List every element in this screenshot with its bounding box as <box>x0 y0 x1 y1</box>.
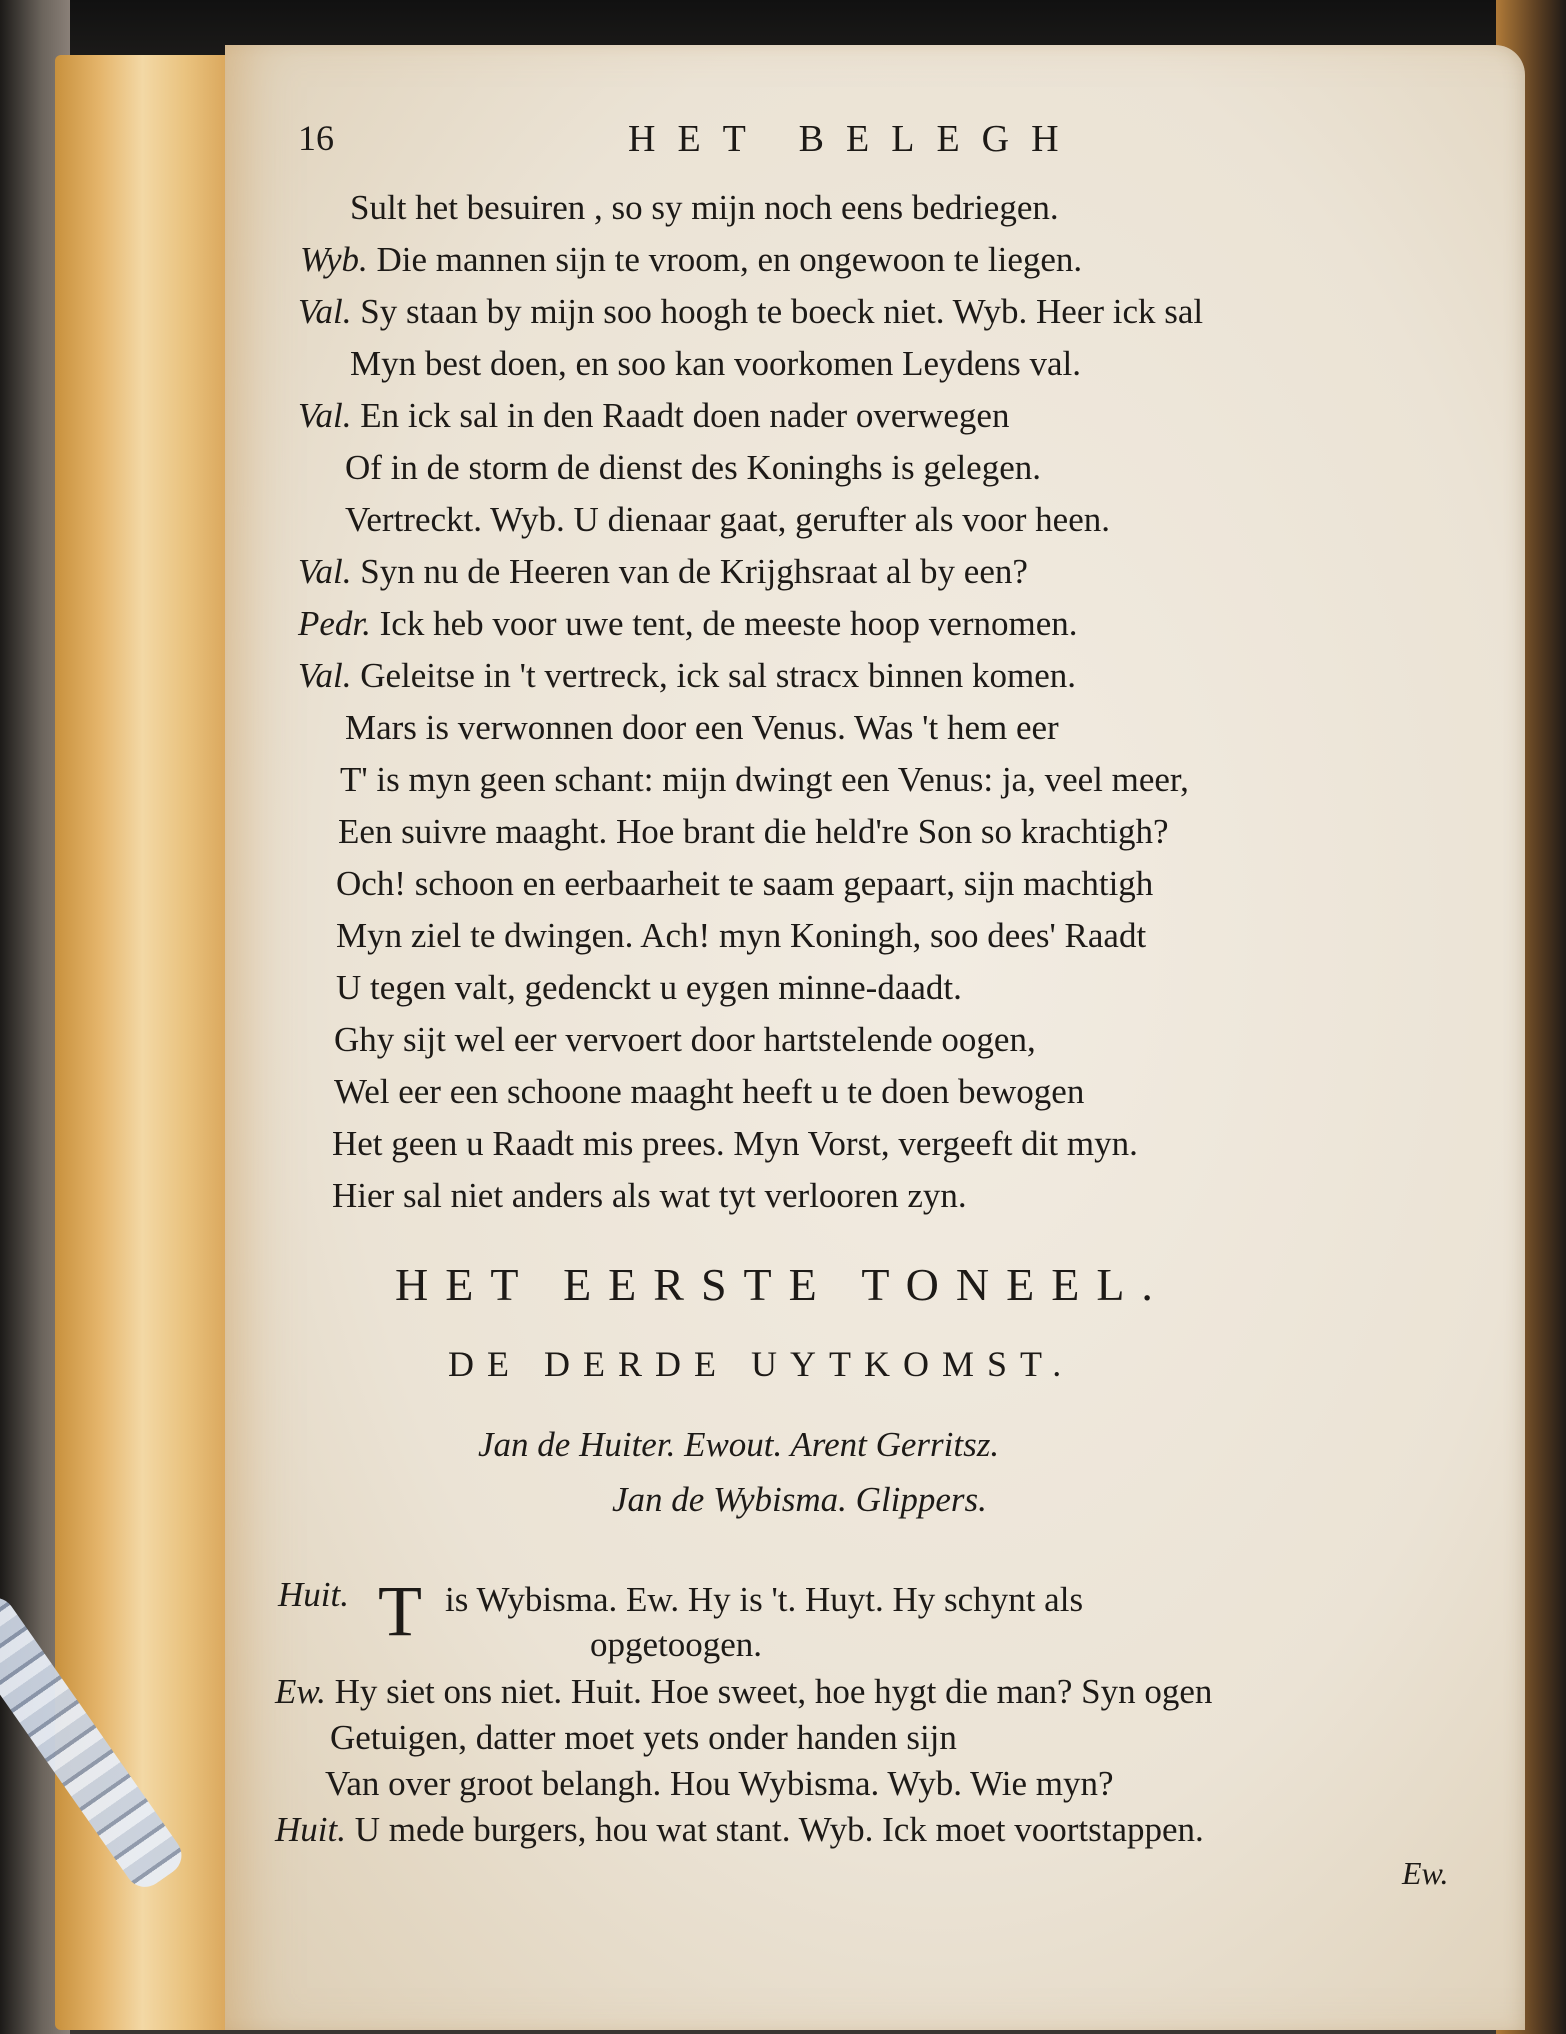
dialogue-line: Van over groot belangh. Hou Wybisma. Wyb. Wie myn? <box>325 1764 1114 1803</box>
verse-line: Een suivre maaght. Hoe brant die held're Son so krachtigh? <box>338 812 1169 851</box>
catchword: Ew. <box>1402 1855 1449 1891</box>
cast-list-line: Jan de Huiter. Ewout. Arent Gerritsz. <box>478 1425 1000 1464</box>
verse-line: Sult het besuiren , so sy mijn noch eens bedriegen. <box>350 188 1059 227</box>
verse-line: U tegen valt, gedenckt u eygen minne-daadt. <box>336 968 962 1007</box>
dialogue-line: Getuigen, datter moet yets onder handen sijn <box>330 1718 957 1757</box>
scene-title: HET EERSTE TONEEL. <box>395 1259 1170 1310</box>
cast-list-line: Jan de Wybisma. Glippers. <box>612 1480 987 1519</box>
verse-line: T' is myn geen schant: mijn dwingt een Venus: ja, veel meer, <box>340 760 1189 799</box>
verse-line: Pedr. Ick heb voor uwe tent, de meeste hoop vernomen. <box>298 604 1078 643</box>
verse-line: Och! schoon en eerbaarheit te saam gepaart, sijn machtigh <box>336 864 1154 903</box>
page-number: 16 <box>298 118 334 158</box>
verse-line: Val. En ick sal in den Raadt doen nader overwegen <box>298 396 1010 435</box>
verse-line: Hier sal niet anders als wat tyt verlooren zyn. <box>332 1176 967 1215</box>
drop-cap: T <box>378 1571 422 1651</box>
dialogue-line: is Wybisma. Ew. Hy is 't. Huyt. Hy schynt als <box>445 1580 1084 1619</box>
dialogue-line: Huit. U mede burgers, hou wat stant. Wyb. Ick moet voortstappen. <box>275 1810 1204 1849</box>
scene-subtitle: DE DERDE UYTKOMST. <box>448 1344 1075 1384</box>
verse-line: Val. Geleitse in 't vertreck, ick sal stracx binnen komen. <box>298 656 1077 695</box>
speaker-label: Huit. <box>278 1575 349 1614</box>
verse-line: Myn ziel te dwingen. Ach! myn Koningh, soo dees' Raadt <box>336 916 1147 955</box>
verse-line: Mars is verwonnen door een Venus. Was 't hem eer <box>345 708 1059 747</box>
dialogue-line: opgetoogen. <box>590 1625 763 1664</box>
running-head: HET BELEGH <box>628 118 1081 160</box>
verse-line: Wyb. Die mannen sijn te vroom, en ongewoon te liegen. <box>300 240 1083 279</box>
verse-line: Val. Syn nu de Heeren van de Krijghsraat al by een? <box>298 552 1028 591</box>
verse-line: Ghy sijt wel eer vervoert door hartstelende oogen, <box>334 1020 1036 1059</box>
verse-line: Myn best doen, en soo kan voorkomen Leydens val. <box>350 344 1081 383</box>
verse-line: Het geen u Raadt mis prees. Myn Vorst, vergeeft dit myn. <box>332 1124 1138 1163</box>
verse-line: Of in de storm de dienst des Koninghs is gelegen. <box>345 448 1042 487</box>
verse-line: Val. Sy staan by mijn soo hoogh te boeck niet. Wyb. Heer ick sal <box>298 292 1204 331</box>
verse-line: Vertreckt. Wyb. U dienaar gaat, gerufter als voor heen. <box>345 500 1110 539</box>
dialogue-line: Ew. Hy siet ons niet. Huit. Hoe sweet, hoe hygt die man? Syn ogen <box>275 1672 1213 1711</box>
verse-line: Wel eer een schoone maaght heeft u te doen bewogen <box>334 1072 1085 1111</box>
